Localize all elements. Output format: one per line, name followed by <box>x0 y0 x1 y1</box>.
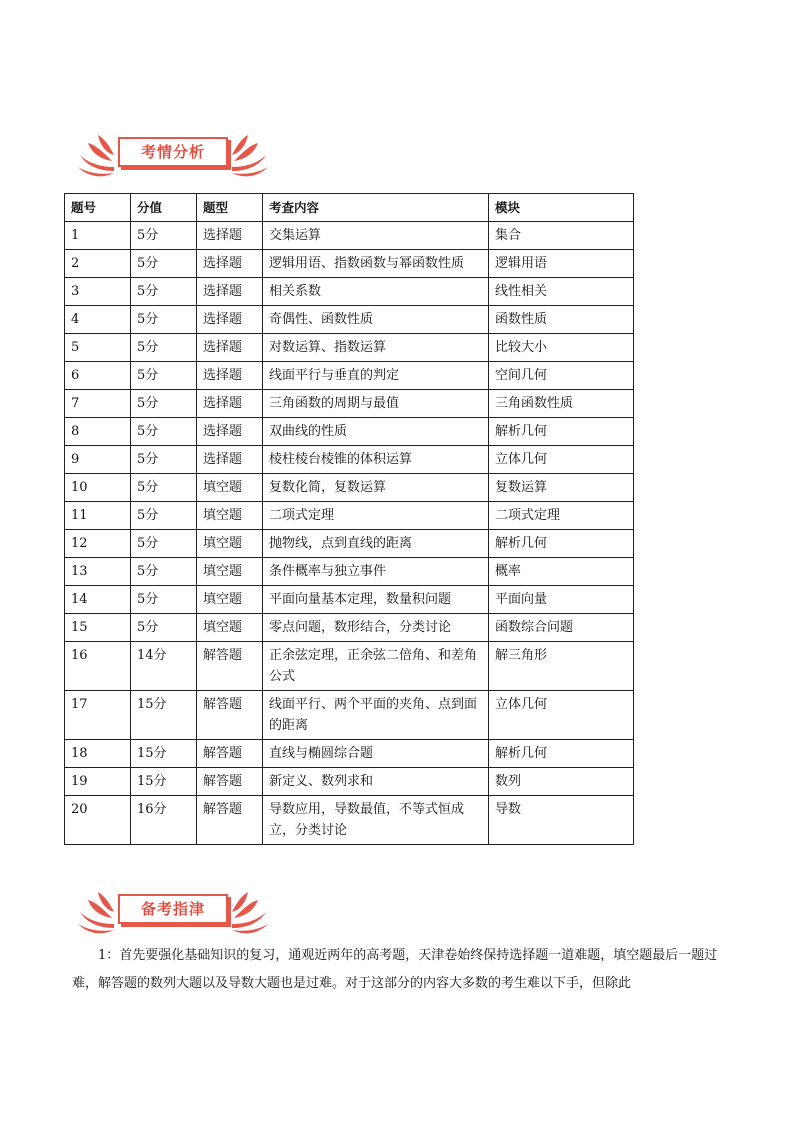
table-cell: 交集运算 <box>263 222 489 250</box>
table-cell: 填空题 <box>197 502 263 530</box>
table-cell: 解答题 <box>197 768 263 796</box>
table-cell: 函数综合问题 <box>489 614 634 642</box>
table-row <box>65 390 634 418</box>
table-cell: 解析几何 <box>489 418 634 446</box>
table-cell: 5 <box>65 334 131 362</box>
table-header-row <box>65 194 634 222</box>
table-row <box>65 418 634 446</box>
table-cell: 空间几何 <box>489 362 634 390</box>
table-cell: 4 <box>65 306 131 334</box>
table-cell: 3 <box>65 278 131 306</box>
table-cell: 二项式定理 <box>489 502 634 530</box>
table-cell: 5分 <box>131 222 197 250</box>
table-cell: 15分 <box>131 768 197 796</box>
table-cell: 17 <box>65 691 131 740</box>
table-cell: 7 <box>65 390 131 418</box>
table-row <box>65 558 634 586</box>
table-row <box>65 642 634 691</box>
table-row <box>65 586 634 614</box>
table-cell: 选择题 <box>197 306 263 334</box>
section-banner-guide <box>78 890 268 938</box>
table-cell: 选择题 <box>197 446 263 474</box>
table-cell: 集合 <box>489 222 634 250</box>
table-cell: 9 <box>65 446 131 474</box>
table-row <box>65 250 634 278</box>
table-row <box>65 278 634 306</box>
table-row <box>65 222 634 250</box>
table-cell: 5分 <box>131 418 197 446</box>
table-cell: 立体几何 <box>489 446 634 474</box>
table-cell: 线性相关 <box>489 278 634 306</box>
table-cell: 棱柱棱台棱锥的体积运算 <box>263 446 489 474</box>
table-row <box>65 614 634 642</box>
table-cell: 5分 <box>131 250 197 278</box>
table-cell: 选择题 <box>197 418 263 446</box>
table-cell: 5分 <box>131 334 197 362</box>
table-cell: 导数应用，导数最值，不等式恒成立，分类讨论 <box>263 796 489 845</box>
table-cell: 10 <box>65 474 131 502</box>
table-cell: 15 <box>65 614 131 642</box>
table-cell: 5分 <box>131 306 197 334</box>
table-cell: 解答题 <box>197 796 263 845</box>
table-row <box>65 334 634 362</box>
table-cell: 选择题 <box>197 334 263 362</box>
table-cell: 6 <box>65 362 131 390</box>
table-cell: 抛物线，点到直线的距离 <box>263 530 489 558</box>
table-cell: 解析几何 <box>489 740 634 768</box>
table-cell: 函数性质 <box>489 306 634 334</box>
table-cell: 11 <box>65 502 131 530</box>
table-cell: 15分 <box>131 691 197 740</box>
table-cell: 5分 <box>131 530 197 558</box>
table-row <box>65 691 634 740</box>
table-cell: 选择题 <box>197 362 263 390</box>
table-cell: 2 <box>65 250 131 278</box>
table-cell: 5分 <box>131 278 197 306</box>
table-row <box>65 446 634 474</box>
table-cell: 5分 <box>131 446 197 474</box>
table-cell: 平面向量基本定理，数量积问题 <box>263 586 489 614</box>
table-cell: 三角函数性质 <box>489 390 634 418</box>
table-cell: 解答题 <box>197 691 263 740</box>
table-cell: 相关系数 <box>263 278 489 306</box>
table-cell: 复数化简，复数运算 <box>263 474 489 502</box>
table-cell: 5分 <box>131 390 197 418</box>
table-cell: 20 <box>65 796 131 845</box>
table-cell: 5分 <box>131 362 197 390</box>
table-cell: 选择题 <box>197 250 263 278</box>
table-cell: 导数 <box>489 796 634 845</box>
table-cell: 逻辑用语 <box>489 250 634 278</box>
table-cell: 填空题 <box>197 614 263 642</box>
section-title-guide: 备考指津 <box>118 894 228 924</box>
table-row <box>65 796 634 845</box>
table-cell: 填空题 <box>197 586 263 614</box>
table-cell: 16分 <box>131 796 197 845</box>
table-cell: 直线与椭圆综合题 <box>263 740 489 768</box>
table-row <box>65 740 634 768</box>
table-cell: 复数运算 <box>489 474 634 502</box>
table-row <box>65 502 634 530</box>
table-cell: 14分 <box>131 642 197 691</box>
guide-paragraph: 1：首先要强化基础知识的复习，通观近两年的高考题，天津卷始终保持选择题一道难题，填空题最后一题过难，解答题的数列大题以及导数大题也是过难。对于这部分的内容大多数的考生难以下手，但除此 <box>72 948 718 991</box>
table-cell: 条件概率与独立事件 <box>263 558 489 586</box>
table-cell: 解答题 <box>197 740 263 768</box>
table-cell: 19 <box>65 768 131 796</box>
section-title-analysis: 考情分析 <box>118 137 228 167</box>
table-cell: 5分 <box>131 502 197 530</box>
header-cell: 模块 <box>489 194 634 222</box>
header-cell: 题号 <box>65 194 131 222</box>
header-cell: 考查内容 <box>263 194 489 222</box>
header-cell: 分值 <box>131 194 197 222</box>
table-cell: 概率 <box>489 558 634 586</box>
table-cell: 奇偶性、函数性质 <box>263 306 489 334</box>
table-cell: 正余弦定理，正余弦二倍角、和差角公式 <box>263 642 489 691</box>
table-cell: 16 <box>65 642 131 691</box>
table-cell: 填空题 <box>197 474 263 502</box>
table-cell: 比较大小 <box>489 334 634 362</box>
table-row <box>65 474 634 502</box>
table-cell: 选择题 <box>197 390 263 418</box>
table-cell: 5分 <box>131 558 197 586</box>
exam-analysis-table <box>64 193 634 845</box>
table-cell: 5分 <box>131 586 197 614</box>
table-cell: 15分 <box>131 740 197 768</box>
table-cell: 填空题 <box>197 558 263 586</box>
table-cell: 选择题 <box>197 278 263 306</box>
table-cell: 13 <box>65 558 131 586</box>
table-cell: 线面平行与垂直的判定 <box>263 362 489 390</box>
table-cell: 对数运算、指数运算 <box>263 334 489 362</box>
table-cell: 14 <box>65 586 131 614</box>
table-cell: 三角函数的周期与最值 <box>263 390 489 418</box>
table-cell: 新定义、数列求和 <box>263 768 489 796</box>
table-cell: 解三角形 <box>489 642 634 691</box>
table-cell: 平面向量 <box>489 586 634 614</box>
table-row <box>65 306 634 334</box>
header-cell: 题型 <box>197 194 263 222</box>
table-row <box>65 362 634 390</box>
table-row <box>65 530 634 558</box>
table-cell: 解析几何 <box>489 530 634 558</box>
table-cell: 立体几何 <box>489 691 634 740</box>
table-cell: 线面平行、两个平面的夹角、点到面的距离 <box>263 691 489 740</box>
table-cell: 二项式定理 <box>263 502 489 530</box>
table-cell: 双曲线的性质 <box>263 418 489 446</box>
table-cell: 18 <box>65 740 131 768</box>
table-cell: 1 <box>65 222 131 250</box>
table-cell: 解答题 <box>197 642 263 691</box>
table-cell: 5分 <box>131 474 197 502</box>
table-cell: 5分 <box>131 614 197 642</box>
table-cell: 逻辑用语、指数函数与幂函数性质 <box>263 250 489 278</box>
table-cell: 填空题 <box>197 530 263 558</box>
table-cell: 8 <box>65 418 131 446</box>
table-cell: 12 <box>65 530 131 558</box>
table-cell: 选择题 <box>197 222 263 250</box>
table-cell: 数列 <box>489 768 634 796</box>
section-banner-analysis <box>78 133 268 181</box>
table-cell: 零点问题，数形结合，分类讨论 <box>263 614 489 642</box>
table-row <box>65 768 634 796</box>
